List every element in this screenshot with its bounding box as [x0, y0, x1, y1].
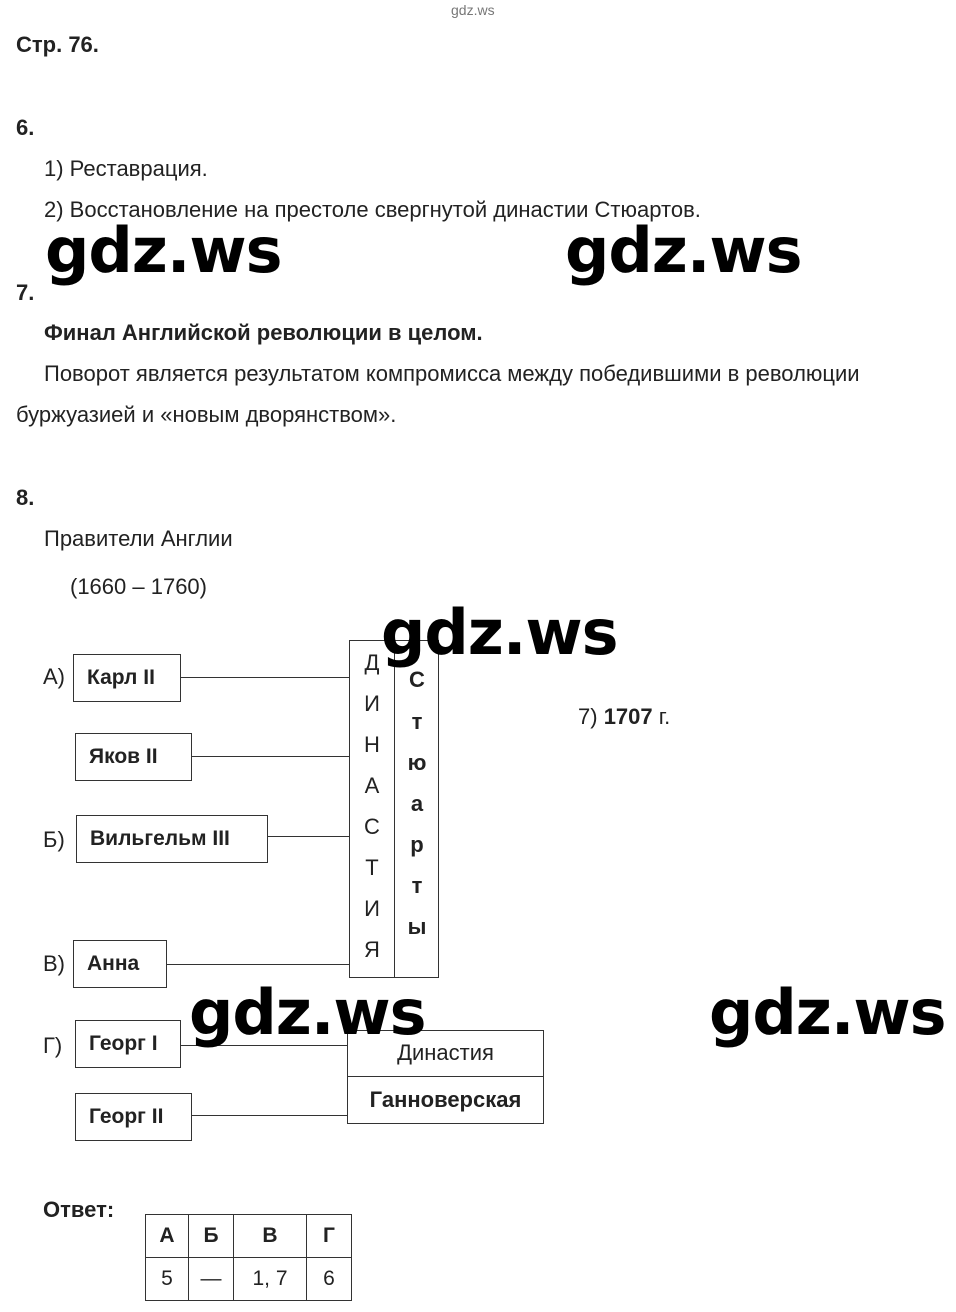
- year-note-prefix: 7): [578, 704, 598, 729]
- ruler-box-anne: [73, 940, 167, 988]
- year-note-suffix: г.: [658, 704, 671, 729]
- ruler-letter-b: Б): [43, 827, 65, 852]
- stuart-letter: Т: [365, 855, 379, 880]
- stuart-letter: Д: [364, 650, 380, 675]
- answer-value-row: [146, 1258, 352, 1301]
- stuart-letter: С: [364, 814, 380, 839]
- stuart-letter: т: [411, 709, 423, 734]
- stuart-letter: С: [409, 667, 425, 692]
- answer-header-row: [146, 1215, 352, 1258]
- q6-number: 6.: [16, 115, 35, 140]
- q7-heading: Финал Английской революции в целом.: [44, 320, 483, 345]
- page-number: Стр. 76.: [16, 32, 99, 57]
- ruler-box-george-ii: [75, 1093, 192, 1141]
- stuart-letter: И: [364, 896, 380, 921]
- watermark-top: gdz.ws: [451, 2, 495, 18]
- year-note-year: 1707: [603, 704, 653, 729]
- q8-number: 8.: [16, 485, 35, 510]
- stuart-letter: р: [410, 832, 424, 857]
- q6-line1: 1) Реставрация.: [44, 156, 208, 181]
- q8-title: Правители Англии: [44, 526, 233, 551]
- hanover-top-label: Династия: [397, 1040, 494, 1065]
- ruler-letter-g: Г): [43, 1033, 63, 1058]
- connector-line: [268, 836, 350, 837]
- ruler-box-william-iii: [76, 815, 268, 863]
- connector-line: [167, 964, 350, 965]
- q7-line1: Поворот является результатом компромисса между победившими в революции: [44, 361, 860, 386]
- hanover-divider: [347, 1076, 544, 1077]
- q7-number: 7.: [16, 280, 35, 305]
- ruler-name: Георг I: [89, 1032, 158, 1055]
- stuart-letter: ы: [407, 914, 427, 939]
- answer-value: 1, 7: [234, 1258, 307, 1301]
- stuart-letter: Н: [364, 732, 380, 757]
- ruler-letter-v: В): [43, 951, 65, 976]
- answer-header: Г: [307, 1215, 352, 1258]
- q8-period: (1660 – 1760): [70, 574, 207, 599]
- watermark: gdz.ws: [189, 976, 426, 1049]
- answer-header: Б: [189, 1215, 234, 1258]
- ruler-letter-a: А): [43, 664, 65, 689]
- q6-line2: 2) Восстановление на престоле свергнутой династии Стюартов.: [44, 197, 701, 222]
- connector-line: [181, 677, 350, 678]
- year-note: [578, 704, 670, 730]
- ruler-name: Карл II: [87, 666, 155, 689]
- ruler-name: Яков II: [89, 745, 158, 768]
- stuart-letter: Я: [364, 937, 380, 962]
- ruler-name: Анна: [87, 952, 140, 975]
- connector-line: [192, 1115, 348, 1116]
- answer-header: В: [234, 1215, 307, 1258]
- watermark: gdz.ws: [565, 214, 802, 287]
- ruler-box-george-i: [75, 1020, 181, 1068]
- watermark: gdz.ws: [709, 976, 946, 1049]
- answer-value: 6: [307, 1258, 352, 1301]
- ruler-box-james-ii: [75, 733, 192, 781]
- answer-value: —: [189, 1258, 234, 1301]
- stuart-letter: а: [410, 791, 424, 816]
- stuart-letter: А: [364, 773, 380, 798]
- answer-header: А: [146, 1215, 189, 1258]
- ruler-box-charles-ii: [73, 654, 181, 702]
- stuart-letter: ю: [407, 750, 427, 775]
- connector-line: [192, 756, 350, 757]
- watermark: gdz.ws: [381, 596, 618, 669]
- answer-label: Ответ:: [43, 1197, 115, 1222]
- ruler-name: Георг II: [89, 1105, 164, 1128]
- ruler-name: Вильгельм III: [90, 827, 230, 850]
- answer-table: [145, 1214, 352, 1301]
- answer-value: 5: [146, 1258, 189, 1301]
- stuart-letter: И: [364, 691, 380, 716]
- q7-line2: буржуазией и «новым дворянством».: [16, 402, 397, 427]
- stuart-letter: т: [411, 873, 423, 898]
- hanover-bottom-label: Ганноверская: [369, 1087, 522, 1112]
- watermark: gdz.ws: [45, 214, 282, 287]
